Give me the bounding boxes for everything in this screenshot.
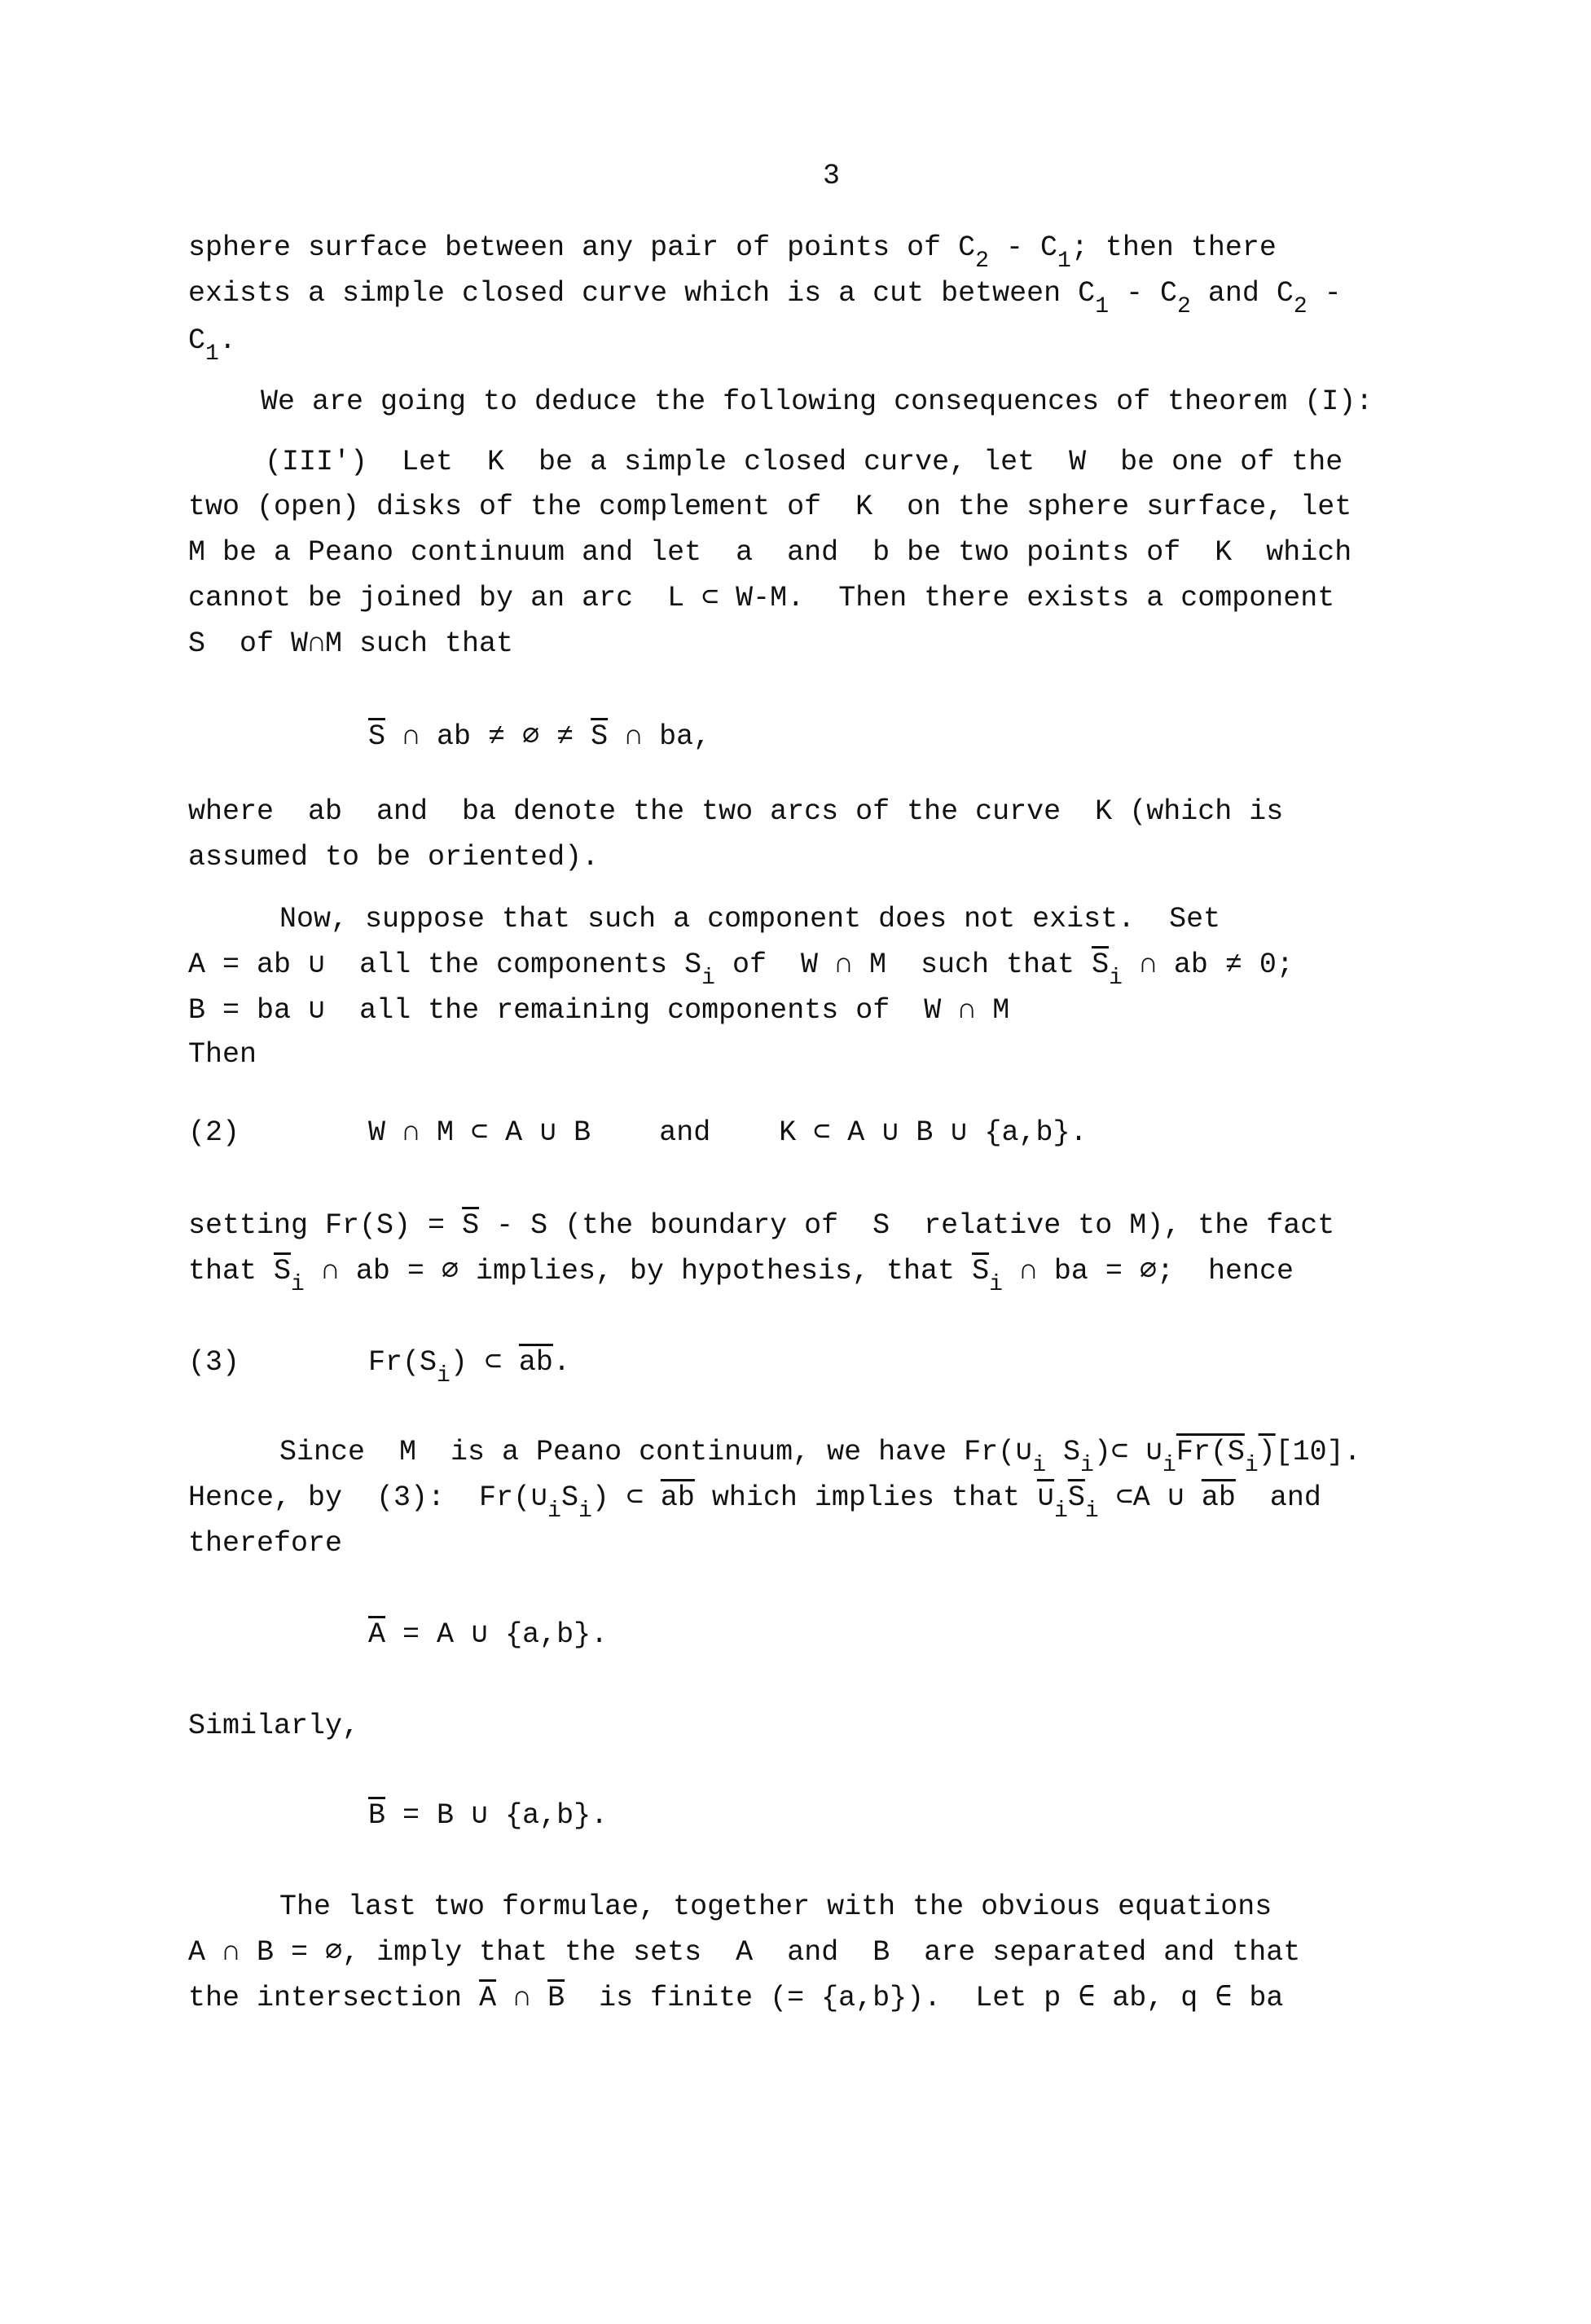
text-line [188, 1934, 1300, 1970]
text-segment: . [218, 324, 236, 357]
text-line [188, 839, 599, 875]
text-segment: which implies that [694, 1481, 1037, 1514]
overlined-symbol: Fr(S [1176, 1436, 1245, 1468]
text-segment: the intersection [188, 1982, 480, 2014]
text-segment: )⊂ ∪ [1093, 1436, 1163, 1468]
text-segment: Now, suppose that such a component does not exist. Set [279, 903, 1221, 935]
subscript: i [578, 1499, 592, 1524]
overlined-symbol: $\overline{A}$ [479, 1982, 497, 2014]
text-segment: The last two formulae, together with the obvious equations [279, 1890, 1272, 1923]
text-segment: B = ba ∪ all the remaining components of W ∩ M [188, 994, 1010, 1027]
text-segment: cannot be joined by an arc L ⊂ W-M. Then there exists a component [188, 582, 1335, 614]
text-line [188, 1980, 1283, 2016]
text-segment: = B ∪ {a,b}. [385, 1799, 609, 1832]
text-line [368, 719, 710, 755]
text-segment: that [188, 1255, 275, 1287]
subscript: 1 [1057, 249, 1071, 274]
text-segment: - C [1109, 277, 1178, 310]
text-line [265, 444, 1343, 480]
text-line [368, 1345, 570, 1389]
text-segment: ∩ ba = ∅; hence [1002, 1255, 1294, 1287]
text-line [188, 323, 236, 367]
text-segment: setting Fr(S) = [188, 1209, 463, 1242]
overlined-symbol: $\overline{S}$ [462, 1209, 480, 1242]
text-segment: ) ⊂ [450, 1346, 519, 1379]
text-line [368, 1798, 608, 1833]
text-line [188, 535, 1351, 570]
text-segment: - C [988, 231, 1057, 264]
text-segment: exists a simple closed curve which is a cut between C [188, 277, 1096, 310]
text-segment: therefore [188, 1527, 343, 1560]
overlined-symbol: $\overline{B}$ [547, 1982, 565, 2014]
text-segment: Then [188, 1038, 257, 1071]
text-line [188, 1525, 342, 1561]
overlined-symbol: $\overline{S}$ [1092, 949, 1110, 981]
text-segment: Similarly, [188, 1710, 360, 1742]
overlined-symbol: ) [1258, 1436, 1276, 1468]
text-segment: . [552, 1346, 570, 1379]
text-line [188, 1708, 359, 1744]
subscript: i [701, 966, 715, 991]
text-line [188, 1115, 240, 1151]
text-line [188, 947, 1294, 991]
text-segment: C [188, 324, 206, 357]
text-segment: = A ∪ {a,b}. [385, 1618, 609, 1651]
overlined-symbol: $\overline{ab}$ [1201, 1481, 1236, 1514]
text-line [188, 993, 1009, 1028]
overlined-symbol: $\overline{S}$ [972, 1255, 990, 1287]
text-segment: of W ∩ M such that [714, 949, 1092, 981]
text-line [188, 1480, 1321, 1524]
subscript: i [1080, 1453, 1094, 1478]
text-line [188, 489, 1351, 525]
text-segment: [10]. [1275, 1436, 1361, 1468]
text-segment: S of W∩M such that [188, 627, 514, 660]
text-line [188, 580, 1334, 616]
text-segment: ) ⊂ [591, 1481, 661, 1514]
overlined-symbol: $\overline{ab}$ [518, 1346, 553, 1379]
text-segment: S [1046, 1436, 1081, 1468]
subscript: 2 [975, 249, 989, 274]
text-segment: We are going to deduce the following consequences of theorem (I): [261, 385, 1373, 418]
subscript: i [989, 1272, 1003, 1297]
overlined-symbol: $\overline{B}$ [368, 1799, 386, 1832]
text-line [188, 794, 1283, 830]
text-segment: Since M is a Peano continuum, we have Fr(∪ [279, 1436, 1033, 1468]
subscript: 2 [1293, 294, 1308, 319]
overlined-symbol: $\overline{S}$ [591, 720, 609, 753]
text-line [188, 1253, 1294, 1297]
text-line [188, 230, 1277, 274]
text-segment: ∩ ab ≠ ∅ ≠ [385, 720, 591, 753]
text-line [279, 1434, 1361, 1478]
text-segment: ∩ ba, [608, 720, 711, 753]
subscript: i [547, 1499, 561, 1524]
subscript: 1 [1095, 294, 1109, 319]
text-segment: ; then there [1070, 231, 1277, 264]
text-line [188, 275, 1342, 319]
text-segment: Hence, by (3): Fr(∪ [188, 1481, 548, 1514]
overlined-symbol: $\overline{S}$ [368, 720, 386, 753]
text-segment: ∩ ab ≠ 0; [1122, 949, 1294, 981]
text-segment: W ∩ M ⊂ A ∪ B and K ⊂ A ∪ B ∪ {a,b}. [368, 1116, 1088, 1149]
text-line [188, 626, 513, 662]
subscript: i [1054, 1499, 1068, 1524]
text-line [368, 1115, 1088, 1151]
text-segment: where ab and ba denote the two arcs of the curve K (which is [188, 795, 1284, 828]
subscript: i [1084, 1499, 1099, 1524]
text-segment: ⊂A ∪ [1098, 1481, 1202, 1514]
subscript: i [1109, 966, 1123, 991]
overlined-symbol: ∪ [1036, 1481, 1055, 1514]
text-line [188, 1208, 1334, 1243]
text-segment: ∩ [496, 1982, 548, 2014]
text-segment: and C [1190, 277, 1294, 310]
text-segment: (3) [188, 1346, 240, 1379]
text-segment: and [1235, 1481, 1321, 1514]
text-segment: - [1307, 277, 1342, 310]
text-segment: M be a Peano continuum and let a and b be two points of K which [188, 536, 1352, 569]
overlined-symbol: $\overline{S}$ [1067, 1481, 1085, 1514]
text-line [279, 1889, 1272, 1925]
text-segment: ∩ ab = ∅ implies, by hypothesis, that [304, 1255, 973, 1287]
text-segment: S [560, 1481, 578, 1514]
text-line [368, 1617, 608, 1653]
text-segment: (III') Let K be a simple closed curve, let W be one of the [265, 446, 1343, 478]
overlined-symbol: $\overline{S}$ [274, 1255, 292, 1287]
page-number: 3 [823, 160, 841, 192]
text-segment: - S (the boundary of S relative to M), the fact [479, 1209, 1335, 1242]
subscript: i [437, 1363, 450, 1389]
subscript: i [291, 1272, 305, 1297]
text-line [279, 901, 1220, 937]
text-segment: A ∩ B = ∅, imply that the sets A and B are separated and that [188, 1936, 1301, 1969]
subscript: i [1244, 1453, 1259, 1478]
text-segment: sphere surface between any pair of points of C [188, 231, 976, 264]
overlined-symbol: $\overline{ab}$ [660, 1481, 695, 1514]
text-line [261, 384, 1373, 420]
text-segment: Fr(S [368, 1346, 437, 1379]
subscript: 1 [205, 341, 219, 367]
text-segment: A = ab ∪ all the components S [188, 949, 702, 981]
text-segment: is finite (= {a,b}). Let p ∈ ab, q ∈ ba [565, 1982, 1284, 2014]
text-segment: two (open) disks of the complement of K on the sphere surface, let [188, 491, 1352, 523]
overlined-symbol: $\overline{A}$ [368, 1618, 386, 1651]
text-line [188, 1345, 240, 1380]
subscript: 2 [1177, 294, 1191, 319]
subscript: i [1032, 1453, 1047, 1478]
subscript: i [1162, 1453, 1176, 1478]
text-line [188, 1037, 257, 1072]
text-segment: (2) [188, 1116, 240, 1149]
text-segment: assumed to be oriented). [188, 841, 600, 874]
